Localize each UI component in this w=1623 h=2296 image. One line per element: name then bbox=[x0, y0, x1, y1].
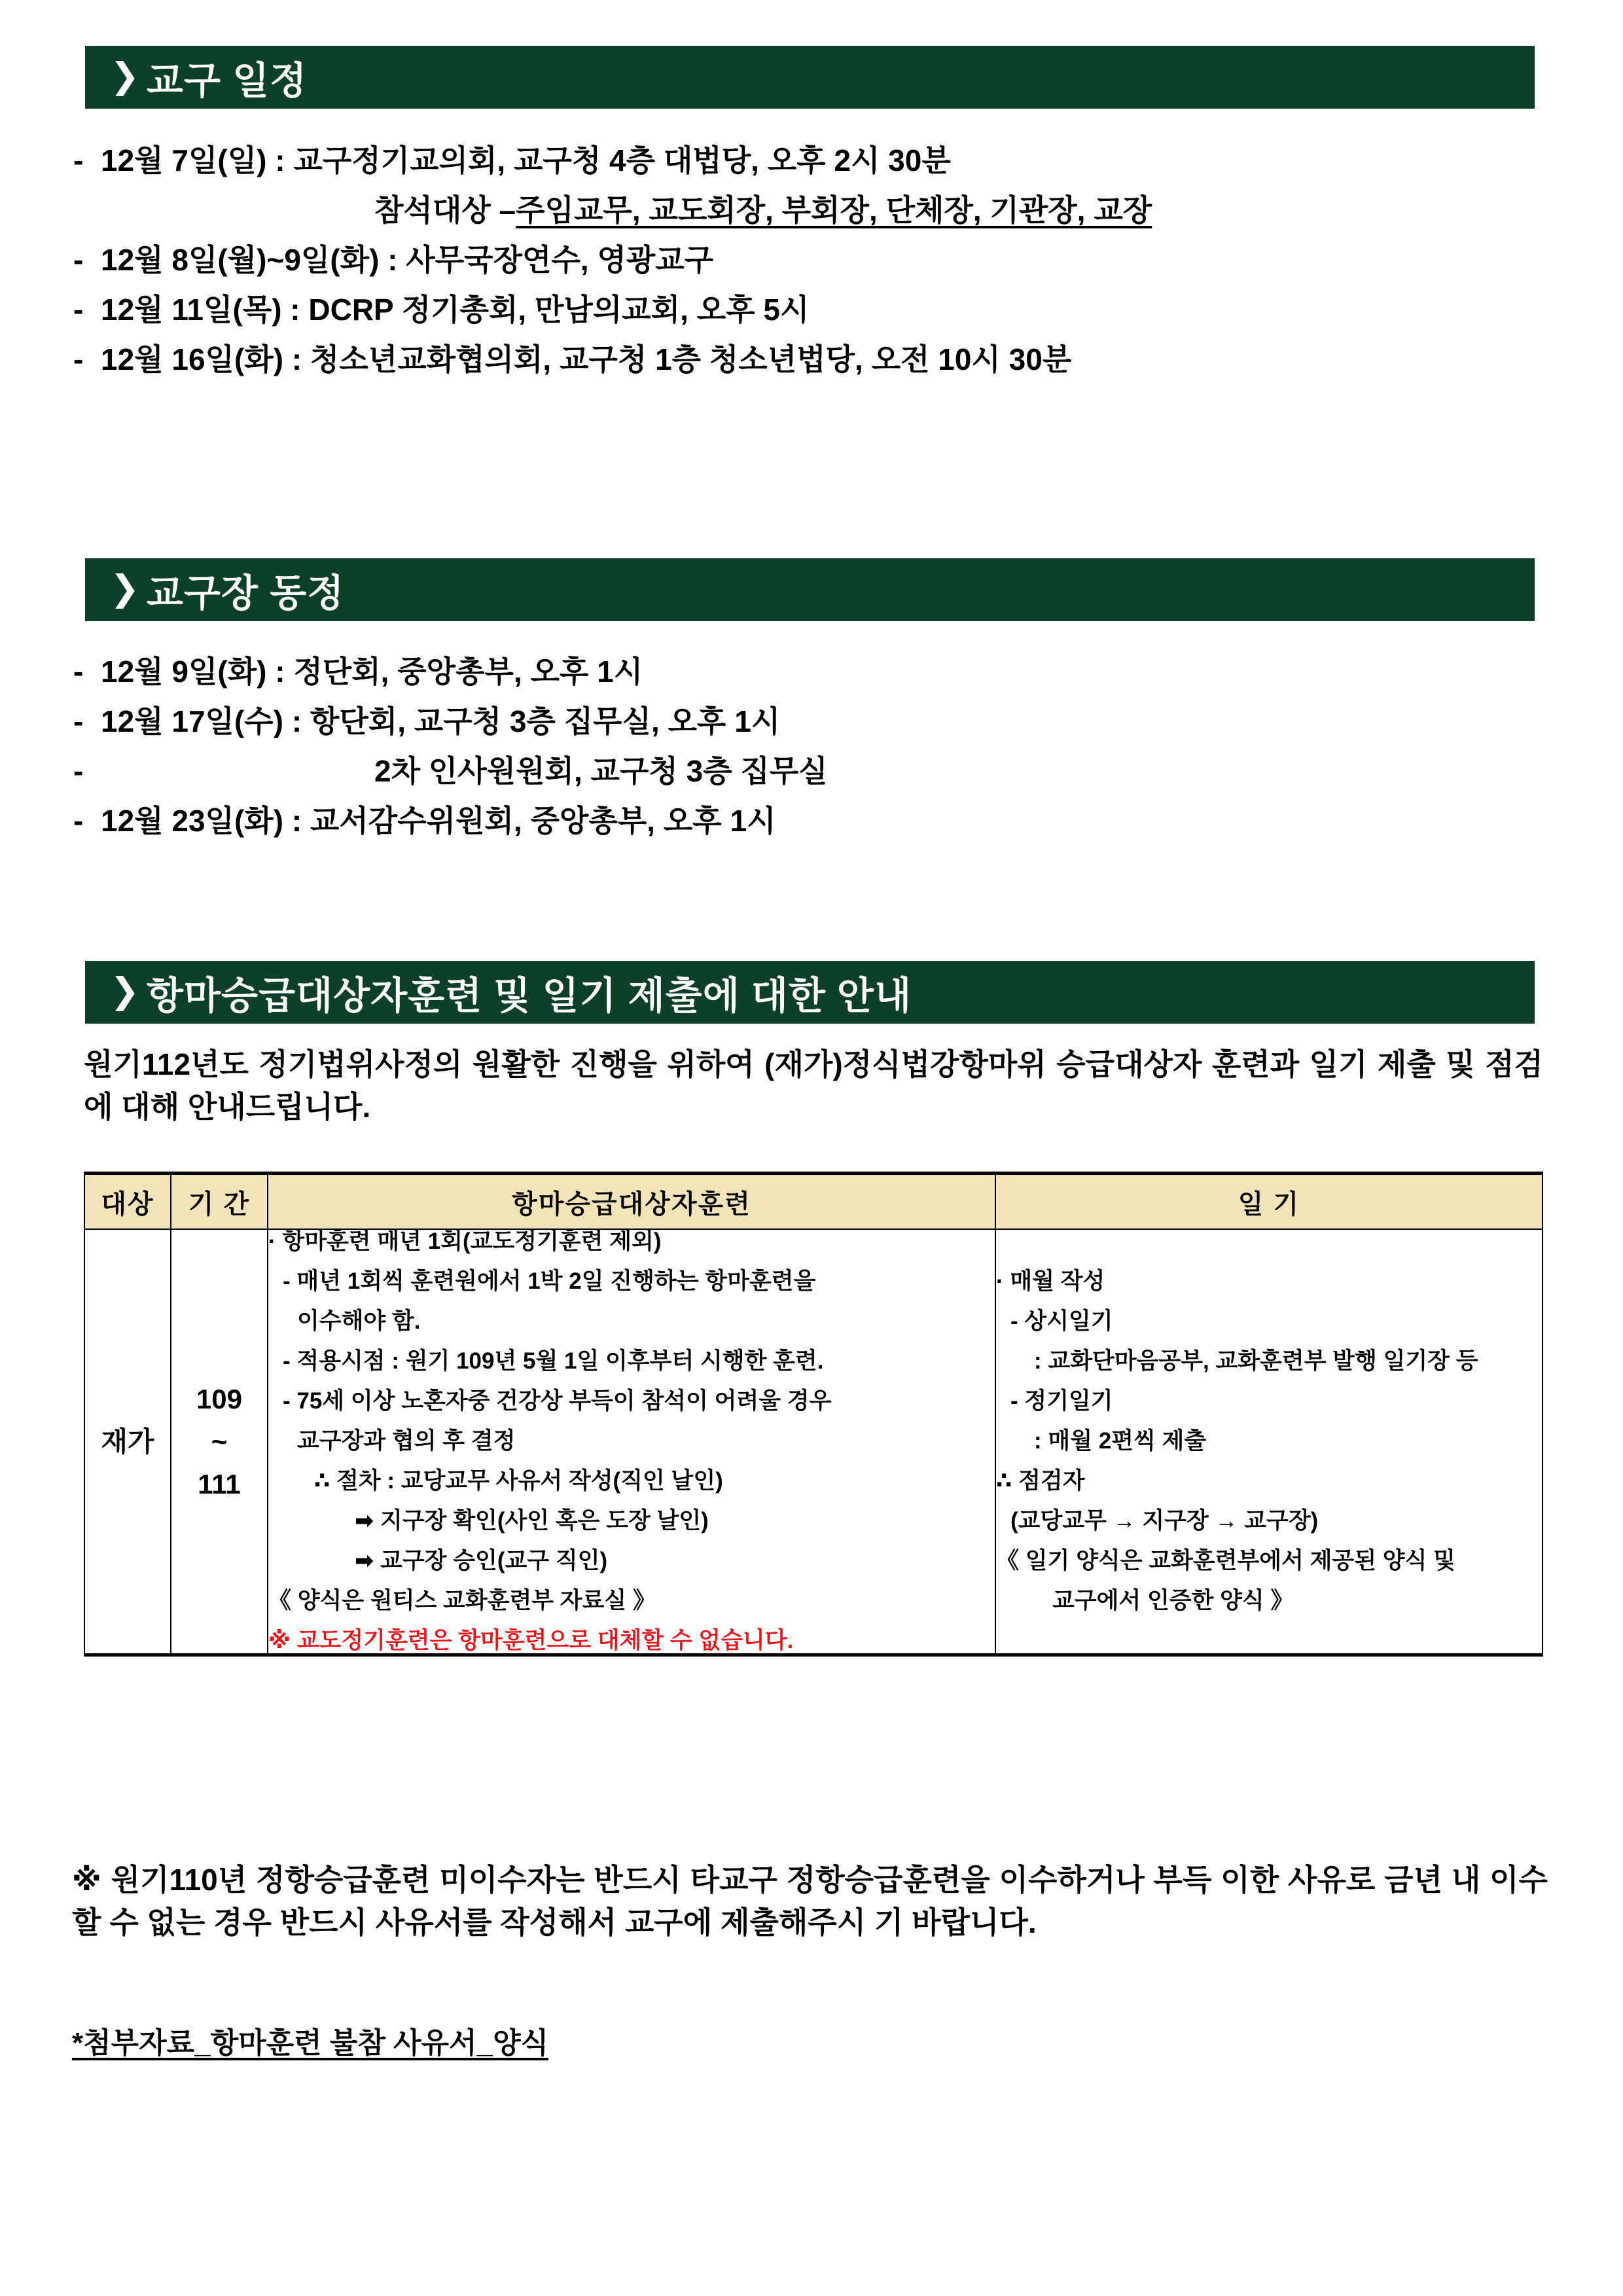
list-item bbox=[73, 145, 1552, 175]
dash-marker: - bbox=[73, 754, 84, 788]
list-item bbox=[73, 806, 1552, 836]
period-tilde: ~ bbox=[211, 1426, 228, 1457]
dash-marker: - bbox=[73, 704, 84, 738]
dash-marker: - bbox=[73, 143, 84, 177]
section-header-hangma-training-notice bbox=[85, 961, 1535, 1024]
hangma-info-table bbox=[84, 1172, 1542, 1657]
list-item-text: 12월 7일(일) : 교구정기교의회, 교구청 4층 대법당, 오후 2시 30분 bbox=[101, 143, 951, 177]
diary-line: · 매월 작성 bbox=[996, 1268, 1105, 1294]
section-header-diocese-head-activities bbox=[85, 558, 1535, 621]
dash-marker: - bbox=[73, 243, 84, 277]
diary-line: - 상시일기 bbox=[1010, 1308, 1113, 1334]
list-item bbox=[73, 656, 1552, 687]
training-line: ➡ 지구장 확인(사인 혹은 도장 날인) bbox=[355, 1508, 709, 1534]
diary-line: 교구에서 인증한 양식 》 bbox=[1052, 1588, 1294, 1613]
list-item bbox=[73, 706, 1552, 736]
dash-marker: - bbox=[73, 342, 84, 376]
dash-marker: - bbox=[73, 655, 84, 689]
table-header-row bbox=[84, 1174, 1543, 1230]
diary-line: ∴ 점검자 bbox=[996, 1468, 1085, 1494]
attendees-label: 참석대상 – bbox=[374, 193, 516, 227]
section-title: 항마승급대상자훈련 및 일기 제출에 대한 안내 bbox=[147, 975, 912, 1017]
training-warning-line: ※ 교도정기훈련은 항마훈련으로 대체할 수 없습니다. bbox=[268, 1628, 794, 1653]
list-item-text: 12월 9일(화) : 정단회, 중앙총부, 오후 1시 bbox=[101, 655, 643, 689]
training-line: 교구장과 협의 후 결정 bbox=[297, 1428, 516, 1454]
bullet-arrow-icon: ❯ bbox=[110, 56, 140, 96]
section-header-diocese-schedule bbox=[85, 46, 1535, 109]
cell-period bbox=[171, 1229, 268, 1655]
attachment-link[interactable]: *첨부자료_항마훈련 불참 사유서_양식 bbox=[72, 2027, 549, 2059]
list-item-text: 12월 11일(목) : DCRP 정기총회, 만남의교회, 오후 5시 bbox=[101, 293, 810, 327]
diary-line: : 매월 2편씩 제출 bbox=[1034, 1428, 1207, 1454]
period-start: 109 bbox=[196, 1383, 243, 1414]
cell-training bbox=[268, 1229, 995, 1655]
list-item-attendees bbox=[73, 195, 1552, 225]
table-header-period: 기 간 bbox=[171, 1174, 268, 1230]
diocese-head-activities-list bbox=[73, 656, 1552, 836]
list-item-text: 12월 17일(수) : 항단회, 교구청 3층 집무실, 오후 1시 bbox=[101, 704, 781, 738]
training-line: 이수해야 함. bbox=[297, 1308, 421, 1334]
diary-line: (교당교무 → 지구장 → 교구장) bbox=[1010, 1508, 1319, 1534]
diary-line: 《 일기 양식은 교화훈련부에서 제공된 양식 및 bbox=[996, 1548, 1455, 1573]
section-title: 교구 일정 bbox=[147, 60, 308, 102]
attendees-value: 주임교무, 교도회장, 부회장, 단체장, 기관장, 교장 bbox=[516, 193, 1152, 227]
list-item-text: 2차 인사원원회, 교구청 3층 집무실 bbox=[374, 754, 828, 788]
list-item bbox=[73, 295, 1552, 325]
dash-marker: - bbox=[73, 804, 84, 838]
list-item-text: 12월 16일(화) : 청소년교화협의회, 교구청 1층 청소년법당, 오전 10시 30분 bbox=[101, 342, 1072, 376]
diary-line: : 교화단마음공부, 교화훈련부 발행 일기장 등 bbox=[1034, 1348, 1478, 1374]
list-item bbox=[73, 245, 1552, 275]
table-header-target: 대상 bbox=[84, 1174, 171, 1230]
table-row bbox=[84, 1229, 1543, 1655]
cell-target: 재가 bbox=[84, 1229, 171, 1655]
dash-marker: - bbox=[73, 293, 84, 327]
cell-diary bbox=[995, 1229, 1543, 1655]
bullet-arrow-icon: ❯ bbox=[110, 971, 140, 1011]
training-line: - 매년 1회씩 훈련원에서 1박 2일 진행하는 항마훈련을 bbox=[283, 1268, 816, 1294]
training-line: - 75세 이상 노혼자중 건강상 부득이 참석이 어려울 경우 bbox=[283, 1388, 832, 1414]
bullet-arrow-icon: ❯ bbox=[110, 569, 140, 608]
diary-line: - 정기일기 bbox=[1010, 1388, 1113, 1414]
diocese-schedule-list bbox=[73, 145, 1552, 374]
list-item-text: 12월 8일(월)~9일(화) : 사무국장연수, 영광교구 bbox=[101, 243, 714, 277]
section-title: 교구장 동정 bbox=[147, 572, 345, 615]
training-line: ∴ 절차 : 교당교무 사유서 작성(직인 날인) bbox=[314, 1468, 723, 1494]
table-header-diary: 일 기 bbox=[995, 1174, 1543, 1230]
list-item bbox=[73, 756, 1552, 786]
training-line: ➡ 교구장 승인(교구 직인) bbox=[355, 1548, 608, 1573]
intro-paragraph: 원기112년도 정기법위사정의 원활한 진행을 위하여 (재가)정식법강항마위 승급대상자 훈련과 일기 제출 및 점검에 대해 안내드립니다. bbox=[84, 1047, 1543, 1124]
period-end: 111 bbox=[198, 1469, 241, 1500]
table-header-training: 항마승급대상자훈련 bbox=[268, 1174, 995, 1230]
footer-note: ※ 원기110년 정항승급훈련 미이수자는 반드시 타교구 정항승급훈련을 이수하거나 부득 이한 사유로 금년 내 이수할 수 없는 경우 반드시 사유서를 작성해서 교구에 제출해주시 기 바랍니다. bbox=[72, 1863, 1548, 1940]
training-line: - 적용시점 : 원기 109년 5월 1일 이후부터 시행한 훈련. bbox=[283, 1348, 824, 1374]
training-line: · 항마훈련 매년 1회(교도정기훈련 제외) bbox=[268, 1229, 662, 1254]
training-line: 《 양식은 원티스 교화훈련부 자료실 》 bbox=[268, 1588, 656, 1613]
list-item bbox=[73, 344, 1552, 374]
list-item-text: 12월 23일(화) : 교서감수위원회, 중앙총부, 오후 1시 bbox=[101, 804, 776, 838]
